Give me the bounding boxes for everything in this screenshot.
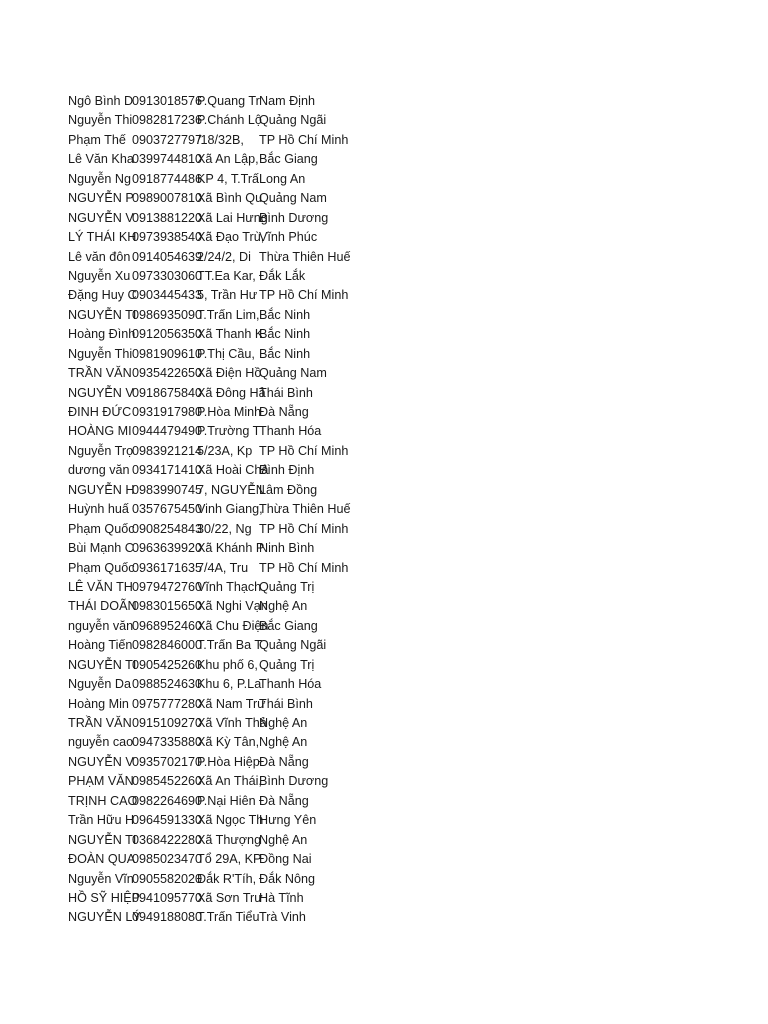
contact-row (68, 850, 368, 869)
contact-address: Xã Thượng (197, 832, 262, 847)
contact-province: Bắc Ninh (259, 327, 311, 342)
contact-province: Đắk Nông (259, 871, 316, 886)
contact-row (68, 792, 368, 811)
contact-phone: 0975777280 (132, 696, 203, 711)
contact-phone: 0908254843 (132, 521, 203, 536)
contact-province: Bắc Ninh (259, 307, 311, 322)
contact-name: ĐINH ĐỨC (68, 405, 132, 419)
contact-name: Trần Hữu H (68, 813, 135, 828)
contact-address: 5, Trần Hư (197, 288, 258, 303)
contact-phone: 0983921214 (132, 443, 203, 458)
contact-phone: 0912056350 (132, 327, 203, 342)
contact-phone: 0982817236 (132, 113, 203, 128)
contact-phone: 0986935090 (132, 307, 203, 322)
contact-phone: 0914054639 (132, 249, 203, 264)
contact-address: Xã Ngọc Th (197, 813, 264, 828)
contact-province: Thừa Thiên Huế (259, 502, 351, 517)
contact-address: KP 4, T.Trấ (197, 171, 260, 186)
contact-province: Hưng Yên (259, 813, 317, 828)
contact-name: HỒ SỸ HIỆP (68, 890, 141, 905)
contact-phone: 0981909610 (132, 346, 203, 361)
contact-address: T.Trấn Tiểu (197, 910, 260, 925)
contact-address: 7, NGUYỄN (197, 482, 265, 497)
contact-address: Tổ 29A, KP (197, 852, 262, 867)
contact-row (68, 636, 368, 655)
contact-province: Quảng Ngãi (259, 113, 327, 128)
contact-row (68, 442, 368, 461)
contact-address: P.Chánh Lộ (197, 113, 262, 128)
contact-row (68, 578, 368, 597)
contact-row (68, 209, 368, 228)
contact-row (68, 617, 368, 636)
contact-phone: 0357675450 (132, 502, 203, 517)
contact-phone: 0903727797 (132, 132, 203, 147)
contact-name: Lê văn đôn (68, 249, 131, 264)
contact-phone: 0905425260 (132, 657, 203, 672)
contact-address: Khu 6, P.La (197, 677, 262, 692)
contact-phone: 0935422650 (132, 366, 203, 381)
contact-phone: 0399744810 (132, 152, 203, 167)
contact-row (68, 481, 368, 500)
contact-name: Huỳnh huấ (68, 502, 129, 517)
contact-name: Nguyễn Trọ (68, 443, 134, 458)
contact-row (68, 831, 368, 850)
contact-phone: 0903445433 (132, 288, 203, 303)
contact-phone: 0982846000 (132, 638, 203, 653)
contact-name: Hoàng Đình (68, 327, 136, 342)
contact-address: Xã Nam Trư (197, 696, 266, 711)
contact-phone: 0368422280 (132, 832, 203, 847)
contact-name: Nguyễn Xu (68, 268, 131, 283)
contact-phone: 0949188080 (132, 910, 203, 925)
contact-row (68, 131, 368, 150)
contact-address: Xã Đạo Trù, (197, 230, 265, 245)
contact-row (68, 695, 368, 714)
contact-row (68, 500, 368, 519)
contact-name: HOÀNG MI (68, 424, 132, 439)
contact-address: 30/22, Ng (197, 521, 252, 536)
contact-address: 7/4A, Tru (197, 560, 249, 575)
contact-name: Lê Văn Kha (68, 152, 134, 167)
contact-province: TP Hồ Chí Minh (259, 521, 349, 536)
contact-name: nguyễn cao (68, 735, 134, 750)
contact-row (68, 772, 368, 791)
contact-address: Xã Đông Hả (197, 385, 266, 400)
contact-address: P.Nại Hiên (197, 793, 256, 808)
contact-name: TRẦN VĂN (68, 716, 132, 730)
contact-row (68, 461, 368, 480)
contact-province: Nghệ An (259, 735, 308, 750)
contact-address: Xã Nghi Vạn (197, 599, 268, 614)
contact-phone: 0989007810 (132, 191, 203, 206)
contact-row (68, 228, 368, 247)
contact-name: NGUYỄN V (68, 385, 134, 400)
contact-name: NGUYỄN H (68, 482, 135, 497)
contact-province: Đà Nẵng (259, 793, 309, 808)
contact-name: ĐOÀN QUA (68, 852, 136, 867)
contact-address: Xã Kỳ Tân, (197, 735, 260, 750)
contact-name: TRỊNH CAO (68, 793, 138, 808)
contact-name: dương văn (68, 463, 130, 478)
contact-row (68, 189, 368, 208)
contact-row (68, 559, 368, 578)
contact-phone: 0988524630 (132, 677, 203, 692)
contact-province: TP Hồ Chí Minh (259, 288, 349, 303)
contact-phone: 0918774486 (132, 171, 203, 186)
contact-province: Long An (259, 171, 306, 186)
contact-name: Hoàng Tiến (68, 638, 133, 653)
contact-province: Trà Vinh (259, 910, 306, 925)
contact-phone: 0982264690 (132, 793, 203, 808)
contact-phone: 0964591330 (132, 813, 203, 828)
contact-row (68, 908, 368, 927)
contact-phone: 0973303060 (132, 268, 203, 283)
contact-address: Xã Thanh K (197, 327, 264, 342)
contact-province: Bắc Ninh (259, 346, 311, 361)
contact-name: NGUYỄN TI (68, 657, 137, 672)
contact-address: Xã Lai Hưng (197, 210, 268, 225)
contact-province: Thanh Hóa (259, 424, 322, 439)
contact-province: Bắc Giang (259, 618, 318, 633)
contact-name: Phạm Thế (68, 132, 126, 147)
contact-province: TP Hồ Chí Minh (259, 132, 349, 147)
contact-phone: 0944479490 (132, 424, 203, 439)
contact-province: Vĩnh Phúc (259, 230, 318, 245)
contact-province: Đồng Nai (259, 852, 312, 867)
contact-address: T.Trấn Ba T (197, 638, 263, 653)
contact-row (68, 248, 368, 267)
contact-address: TT.Ea Kar, (197, 268, 256, 283)
contact-name: Hoàng Min (68, 696, 129, 711)
contact-row (68, 422, 368, 441)
contact-row (68, 870, 368, 889)
contact-name: Nguyễn Thi (68, 113, 133, 128)
contact-province: Đắk Lắk (259, 268, 306, 283)
contact-row (68, 92, 368, 111)
contact-address: P.Quang Tr (197, 94, 260, 108)
contact-province: Quảng Trị (259, 579, 315, 594)
contact-name: NGUYỄN V (68, 210, 134, 225)
contact-address: Xã An Lập, (197, 152, 259, 167)
contact-address: Đắk R'Tíh, (197, 871, 257, 886)
contact-address: /18/32B, (197, 132, 244, 147)
contact-name: Nguyễn Da (68, 677, 132, 692)
contact-row (68, 325, 368, 344)
contact-name: THÁI DOÃN (68, 599, 137, 614)
contact-row (68, 286, 368, 305)
contact-address: Vinh Giang, (197, 502, 263, 517)
contact-row (68, 345, 368, 364)
contact-phone: 0947335880 (132, 735, 203, 750)
contact-name: TRẦN VĂN (68, 366, 132, 381)
contact-province: TP Hồ Chí Minh (259, 443, 349, 458)
contact-address: Xã Bình Qu (197, 191, 263, 206)
contact-name: NGUYỄN V (68, 754, 134, 769)
contact-address: Xã Hoài Châ (197, 463, 269, 478)
contact-province: Đà Nẵng (259, 405, 309, 419)
contact-name: Phạm Quốc (68, 521, 135, 536)
contact-name: LÊ VĂN TH (68, 579, 133, 594)
contact-phone: 0934171410 (132, 463, 203, 478)
contact-address: Xã Sơn Trư (197, 890, 263, 905)
contact-row (68, 675, 368, 694)
contact-name: NGUYỄN TI (68, 307, 137, 322)
contact-province: Bắc Giang (259, 152, 318, 167)
contact-address: Xã Chu Điện (197, 618, 269, 633)
contact-row (68, 889, 368, 908)
contact-address: Xã An Thái, (197, 774, 262, 789)
contact-name: LÝ THÁI KH (68, 230, 137, 245)
contact-province: Bình Định (259, 463, 315, 478)
contact-address: 2/24/2, Di (197, 249, 251, 264)
contact-row (68, 753, 368, 772)
contact-name: Phạm Quốc (68, 560, 135, 575)
contact-row (68, 111, 368, 130)
contact-address: Xã Điện Hồ (197, 366, 262, 381)
contact-phone: 0918675840 (132, 385, 203, 400)
contact-name: Nguyễn Vĩn (68, 871, 134, 886)
contact-name: nguyễn văn (68, 618, 134, 633)
contact-row (68, 597, 368, 616)
contact-province: Nghệ An (259, 832, 308, 847)
contact-phone: 0941095770 (132, 890, 203, 905)
contact-phone: 0983015650 (132, 599, 203, 614)
contact-row (68, 714, 368, 733)
contact-row (68, 656, 368, 675)
contact-row (68, 520, 368, 539)
contact-row (68, 150, 368, 169)
contact-address: Xã Khánh P (197, 541, 265, 556)
contact-phone: 0913018576 (132, 94, 203, 108)
contact-phone: 0985023470 (132, 852, 203, 867)
contact-name: PHẠM VĂN (68, 774, 134, 789)
contact-province: Nam Định (259, 94, 315, 108)
contact-province: Bình Dương (259, 210, 329, 225)
contact-province: Quảng Nam (259, 191, 327, 206)
contact-phone: 0963639920 (132, 541, 203, 556)
contact-address: Khu phố 6, (197, 657, 258, 672)
contact-phone: 0913881220 (132, 210, 203, 225)
contact-row (68, 403, 368, 422)
contact-row (68, 170, 368, 189)
contact-phone: 0915109270 (132, 716, 203, 730)
contact-row (68, 384, 368, 403)
contact-name: Nguyễn Thi (68, 346, 133, 361)
contact-address: P.Hòa Minh (197, 405, 262, 419)
contact-province: Đà Nẵng (259, 754, 309, 769)
contact-address: P.Thị Cầu, (197, 346, 255, 361)
contact-row (68, 306, 368, 325)
contact-province: Hà Tĩnh (259, 890, 304, 905)
contact-phone: 0935702170 (132, 754, 203, 769)
contact-name: Nguyễn Ng (68, 171, 132, 186)
contact-province: Nghệ An (259, 599, 308, 614)
contact-province: Lâm Đồng (259, 482, 318, 497)
contact-province: Thái Bình (259, 696, 313, 711)
contact-phone: 0985452260 (132, 774, 203, 789)
contact-list (68, 92, 368, 928)
contact-province: Thái Bình (259, 385, 313, 400)
contact-row (68, 267, 368, 286)
contact-province: Quảng Nam (259, 366, 327, 381)
contact-province: Quảng Trị (259, 657, 315, 672)
contact-province: Ninh Bình (259, 541, 315, 556)
contact-phone: 0979472760 (132, 579, 203, 594)
contact-row (68, 539, 368, 558)
contact-address: 5/23A, Kp (197, 443, 253, 458)
contact-name: Đặng Huy C (68, 288, 137, 303)
contact-address: Vĩnh Thạch (197, 579, 262, 594)
contact-address: Xã Vĩnh Thả (197, 716, 267, 730)
contact-name: NGUYỄN TI (68, 832, 137, 847)
contact-name: NGUYỄN P (68, 191, 134, 206)
contact-province: Thanh Hóa (259, 677, 322, 692)
contact-row (68, 811, 368, 830)
contact-phone: 0905582020 (132, 871, 203, 886)
contact-province: Nghệ An (259, 716, 308, 730)
contact-phone: 0931917980 (132, 405, 203, 419)
contact-address: T.Trấn Lim, (197, 307, 260, 322)
contact-phone: 0968952460 (132, 618, 203, 633)
contact-address: P.Trường T (197, 424, 261, 439)
contact-row (68, 733, 368, 752)
contact-row (68, 364, 368, 383)
contact-province: Bình Dương (259, 774, 329, 789)
contact-phone: 0983990745 (132, 482, 203, 497)
contact-name: NGUYỄN LÝ (68, 910, 141, 925)
contact-province: TP Hồ Chí Minh (259, 560, 349, 575)
contact-name: Bùi Mạnh C (68, 541, 134, 556)
contact-address: P.Hòa Hiệp (197, 754, 260, 769)
contact-province: Thừa Thiên Huế (259, 249, 351, 264)
contact-name: Ngô Bình D (68, 94, 134, 108)
contact-phone: 0973938540 (132, 230, 203, 245)
contact-province: Quảng Ngãi (259, 638, 327, 653)
contact-phone: 0936171635 (132, 560, 203, 575)
